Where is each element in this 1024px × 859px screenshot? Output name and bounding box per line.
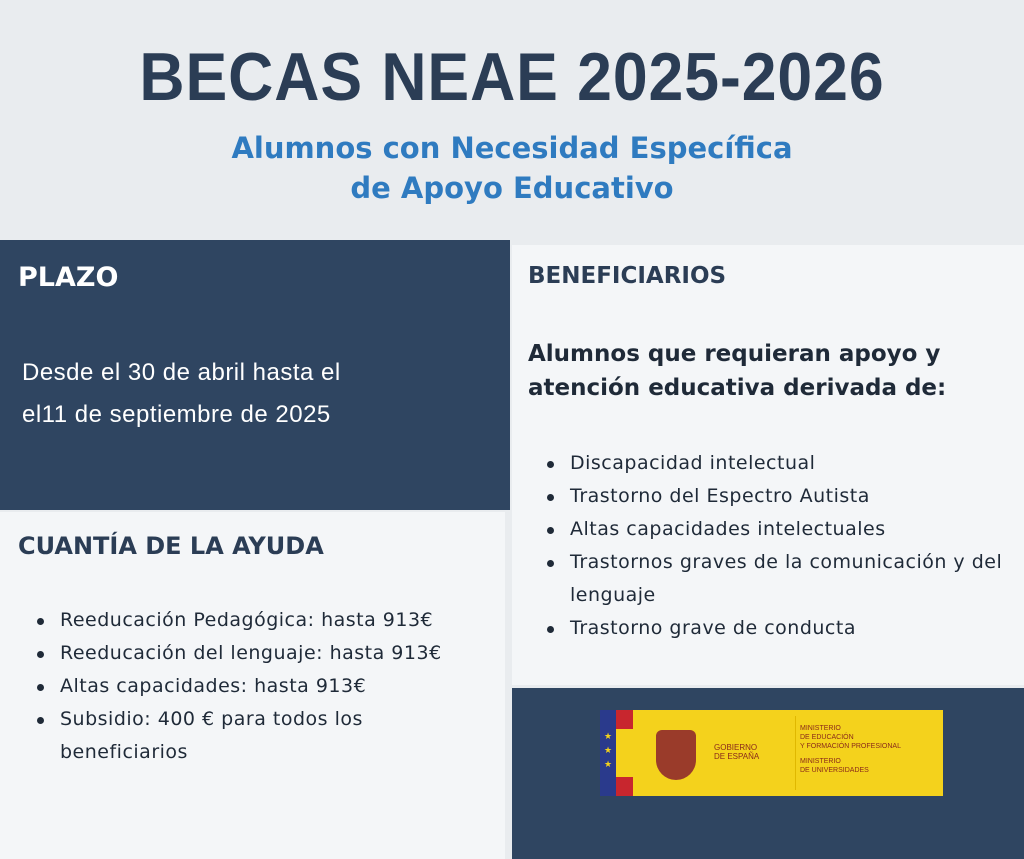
- list-item: Subsidio: 400 € para todos los beneficiarios: [26, 703, 466, 769]
- cuantia-list: [26, 604, 466, 769]
- logo-text: DE EDUCACIÓN: [800, 734, 854, 741]
- logo-divider: [795, 716, 796, 790]
- subtitle-line: de Apoyo Educativo: [350, 171, 674, 205]
- gobierno-text: [714, 743, 759, 761]
- list-item: Trastornos graves de la comunicación y del lenguaje: [536, 546, 1016, 612]
- gobierno-espana-logo: [600, 710, 943, 796]
- plazo-line: Desde el 30 de abril hasta el: [22, 359, 341, 386]
- page-title: BECAS NEAE 2025-2026: [139, 39, 885, 115]
- list-item: Altas capacidades intelectuales: [536, 513, 1016, 546]
- list-item: Altas capacidades: hasta 913€: [26, 670, 466, 703]
- beneficiarios-section: [512, 245, 1024, 685]
- subtitle-line: Alumnos con Necesidad Específica: [231, 131, 793, 165]
- plazo-section: [0, 240, 510, 510]
- list-item: Trastorno del Espectro Autista: [536, 480, 1016, 513]
- logo-text: MINISTERIO: [800, 725, 841, 732]
- plazo-dates: [22, 352, 341, 436]
- logo-text: GOBIERNO: [714, 743, 758, 752]
- eu-flag-strip: [600, 710, 616, 796]
- logo-text: DE ESPAÑA: [714, 752, 760, 761]
- coat-of-arms-icon: [656, 730, 696, 780]
- ministry-text: [800, 724, 901, 775]
- list-item: Discapacidad intelectual: [536, 447, 1016, 480]
- plazo-line: el11 de septiembre de 2025: [22, 401, 331, 428]
- page-subtitle: [0, 128, 1024, 208]
- list-item: Reeducación Pedagógica: hasta 913€: [26, 604, 466, 637]
- beneficiarios-heading: BENEFICIARIOS: [528, 263, 727, 289]
- logo-text: DE UNIVERSIDADES: [800, 767, 869, 774]
- cuantia-section: [0, 512, 505, 859]
- beneficiarios-intro: Alumnos que requieran apoyo y atención educativa derivada de:: [528, 341, 947, 401]
- beneficiarios-list: [536, 447, 1016, 645]
- plazo-heading: PLAZO: [18, 262, 119, 293]
- logo-text: Y FORMACIÓN PROFESIONAL: [800, 743, 901, 750]
- spain-flag-strip: [616, 710, 633, 796]
- cuantia-heading: CUANTÍA DE LA AYUDA: [18, 532, 324, 560]
- logo-text: MINISTERIO: [800, 758, 841, 765]
- star-icon: ★ ★ ★: [603, 732, 613, 770]
- list-item: Reeducación del lenguaje: hasta 913€: [26, 637, 466, 670]
- list-item: Trastorno grave de conducta: [536, 612, 1016, 645]
